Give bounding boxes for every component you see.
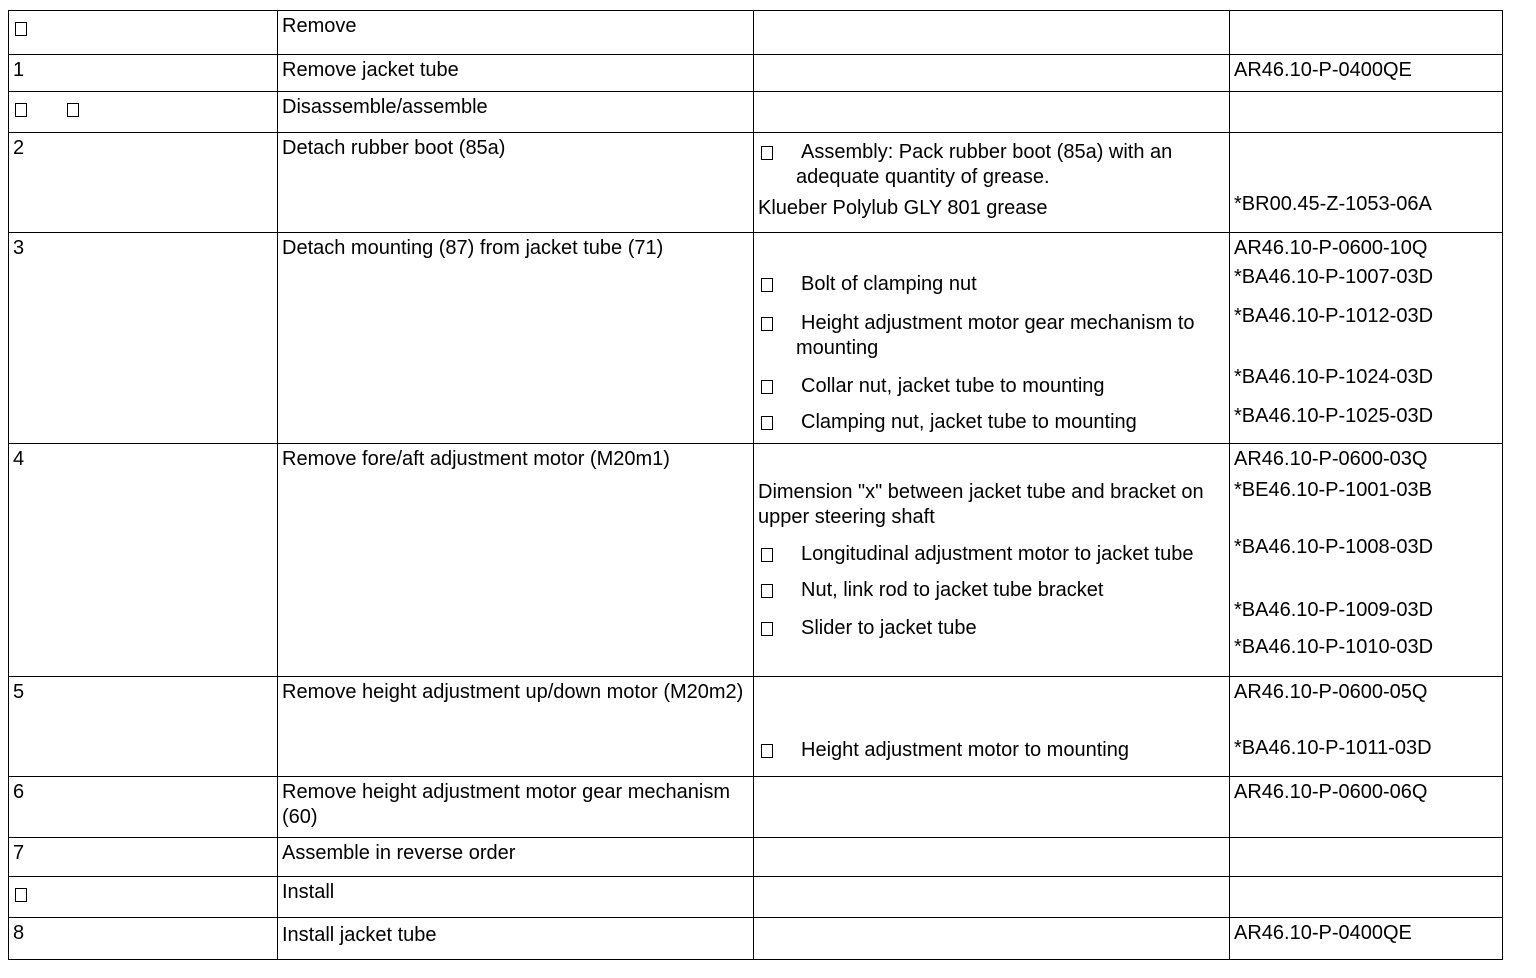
table-row <box>9 233 1503 444</box>
ref-cell <box>1230 11 1503 55</box>
step-cell: 8 <box>9 918 278 960</box>
ref-link[interactable]: *BR00.45-Z-1053-06A <box>1234 193 1432 215</box>
note: Slider to jacket tube <box>758 603 1225 641</box>
checkbox-icon <box>15 888 27 902</box>
note: Collar nut, jacket tube to mounting <box>758 361 1225 399</box>
note: Height adjustment motor to mounting <box>758 680 1225 763</box>
table-row <box>9 11 1503 55</box>
ref-cell: AR46.10-P-0400QE <box>1230 918 1503 960</box>
notes-cell <box>754 233 1230 444</box>
table-row <box>9 677 1503 777</box>
note: Longitudinal adjustment motor to jacket tube <box>758 530 1225 567</box>
notes-cell <box>754 55 1230 92</box>
action-cell: Detach rubber boot (85a) <box>278 133 754 233</box>
ref-cell <box>1230 677 1503 777</box>
table-row <box>9 918 1503 960</box>
table-row <box>9 444 1503 677</box>
step-cell: 7 <box>9 838 278 877</box>
checkbox-icon <box>15 103 27 117</box>
action-cell: Remove <box>278 11 754 55</box>
torque-icon <box>761 744 773 758</box>
notes-cell <box>754 838 1230 877</box>
table-row <box>9 133 1503 233</box>
notes-cell <box>754 877 1230 918</box>
note: Assembly: Pack rubber boot (85a) with an adequate quantity of grease. <box>758 136 1225 190</box>
ref-link[interactable]: *BA46.10-P-1008-03D <box>1234 536 1434 558</box>
notes-cell <box>754 918 1230 960</box>
note: Klueber Polylub GLY 801 grease <box>758 197 1048 219</box>
ref-cell <box>1230 877 1503 918</box>
table-row <box>9 838 1503 877</box>
notes-cell <box>754 444 1230 677</box>
ref-link[interactable]: *BA46.10-P-1011-03D <box>1234 737 1432 759</box>
table-row <box>9 777 1503 838</box>
action-cell: Remove jacket tube <box>278 55 754 92</box>
ref-cell <box>1230 133 1503 233</box>
step-cell: 2 <box>9 133 278 233</box>
step-cell: 3 <box>9 233 278 444</box>
ref-link[interactable]: *BA46.10-P-1007-03D <box>1234 266 1434 288</box>
notes-cell <box>754 133 1230 233</box>
checkbox-icon <box>15 22 27 36</box>
ref-link[interactable]: AR46.10-P-0600-05Q <box>1234 681 1428 703</box>
ref-cell <box>1230 92 1503 133</box>
torque-icon <box>761 622 773 636</box>
ref-cell: AR46.10-P-0400QE <box>1230 55 1503 92</box>
notes-cell <box>754 92 1230 133</box>
action-cell: Detach mounting (87) from jacket tube (71) <box>278 233 754 444</box>
step-cell: 4 <box>9 444 278 677</box>
action-cell: Disassemble/assemble <box>278 92 754 133</box>
action-cell: Install <box>278 877 754 918</box>
step-cell: 1 <box>9 55 278 92</box>
table-row <box>9 55 1503 92</box>
action-cell: Remove fore/aft adjustment motor (M20m1) <box>278 444 754 677</box>
ref-cell <box>1230 838 1503 877</box>
ref-cell <box>1230 444 1503 677</box>
table-row <box>9 877 1503 918</box>
notes-cell <box>754 677 1230 777</box>
ref-link[interactable]: *BA46.10-P-1012-03D <box>1234 305 1434 327</box>
step-cell: 5 <box>9 677 278 777</box>
action-cell: Remove height adjustment up/down motor (M20m2) <box>278 677 754 777</box>
step-cell <box>9 877 278 918</box>
ref-link[interactable]: *BA46.10-P-1025-03D <box>1234 405 1434 427</box>
notes-cell <box>754 11 1230 55</box>
note: Clamping nut, jacket tube to mounting <box>758 399 1225 435</box>
action-cell: Remove height adjustment motor gear mechanism (60) <box>278 777 754 838</box>
torque-icon <box>761 278 773 292</box>
ref-cell: AR46.10-P-0600-06Q <box>1230 777 1503 838</box>
note: Bolt of clamping nut <box>758 236 1225 297</box>
torque-icon <box>761 416 773 430</box>
note: Dimension "x" between jacket tube and bracket on upper steering shaft <box>758 481 1204 528</box>
action-cell: Install jacket tube <box>278 918 754 960</box>
table-row <box>9 92 1503 133</box>
ref-link[interactable]: *BE46.10-P-1001-03B <box>1234 479 1432 501</box>
ref-link[interactable]: *BA46.10-P-1024-03D <box>1234 366 1434 388</box>
ref-cell <box>1230 233 1503 444</box>
torque-icon <box>761 584 773 598</box>
note: Nut, link rod to jacket tube bracket <box>758 567 1225 603</box>
info-icon <box>761 146 773 160</box>
notes-cell <box>754 777 1230 838</box>
torque-icon <box>761 317 773 331</box>
ref-link[interactable]: AR46.10-P-0600-10Q <box>1234 237 1428 259</box>
step-cell: 6 <box>9 777 278 838</box>
step-cell <box>9 92 278 133</box>
ref-link[interactable]: *BA46.10-P-1009-03D <box>1234 599 1434 621</box>
step-cell <box>9 11 278 55</box>
ref-link[interactable]: AR46.10-P-0600-03Q <box>1234 448 1428 470</box>
checkbox-icon <box>67 103 79 117</box>
procedure-table <box>8 10 1503 960</box>
torque-icon <box>761 380 773 394</box>
torque-icon <box>761 548 773 562</box>
action-cell: Assemble in reverse order <box>278 838 754 877</box>
ref-link[interactable]: *BA46.10-P-1010-03D <box>1234 636 1434 658</box>
note: Height adjustment motor gear mechanism to mounting <box>758 297 1225 361</box>
